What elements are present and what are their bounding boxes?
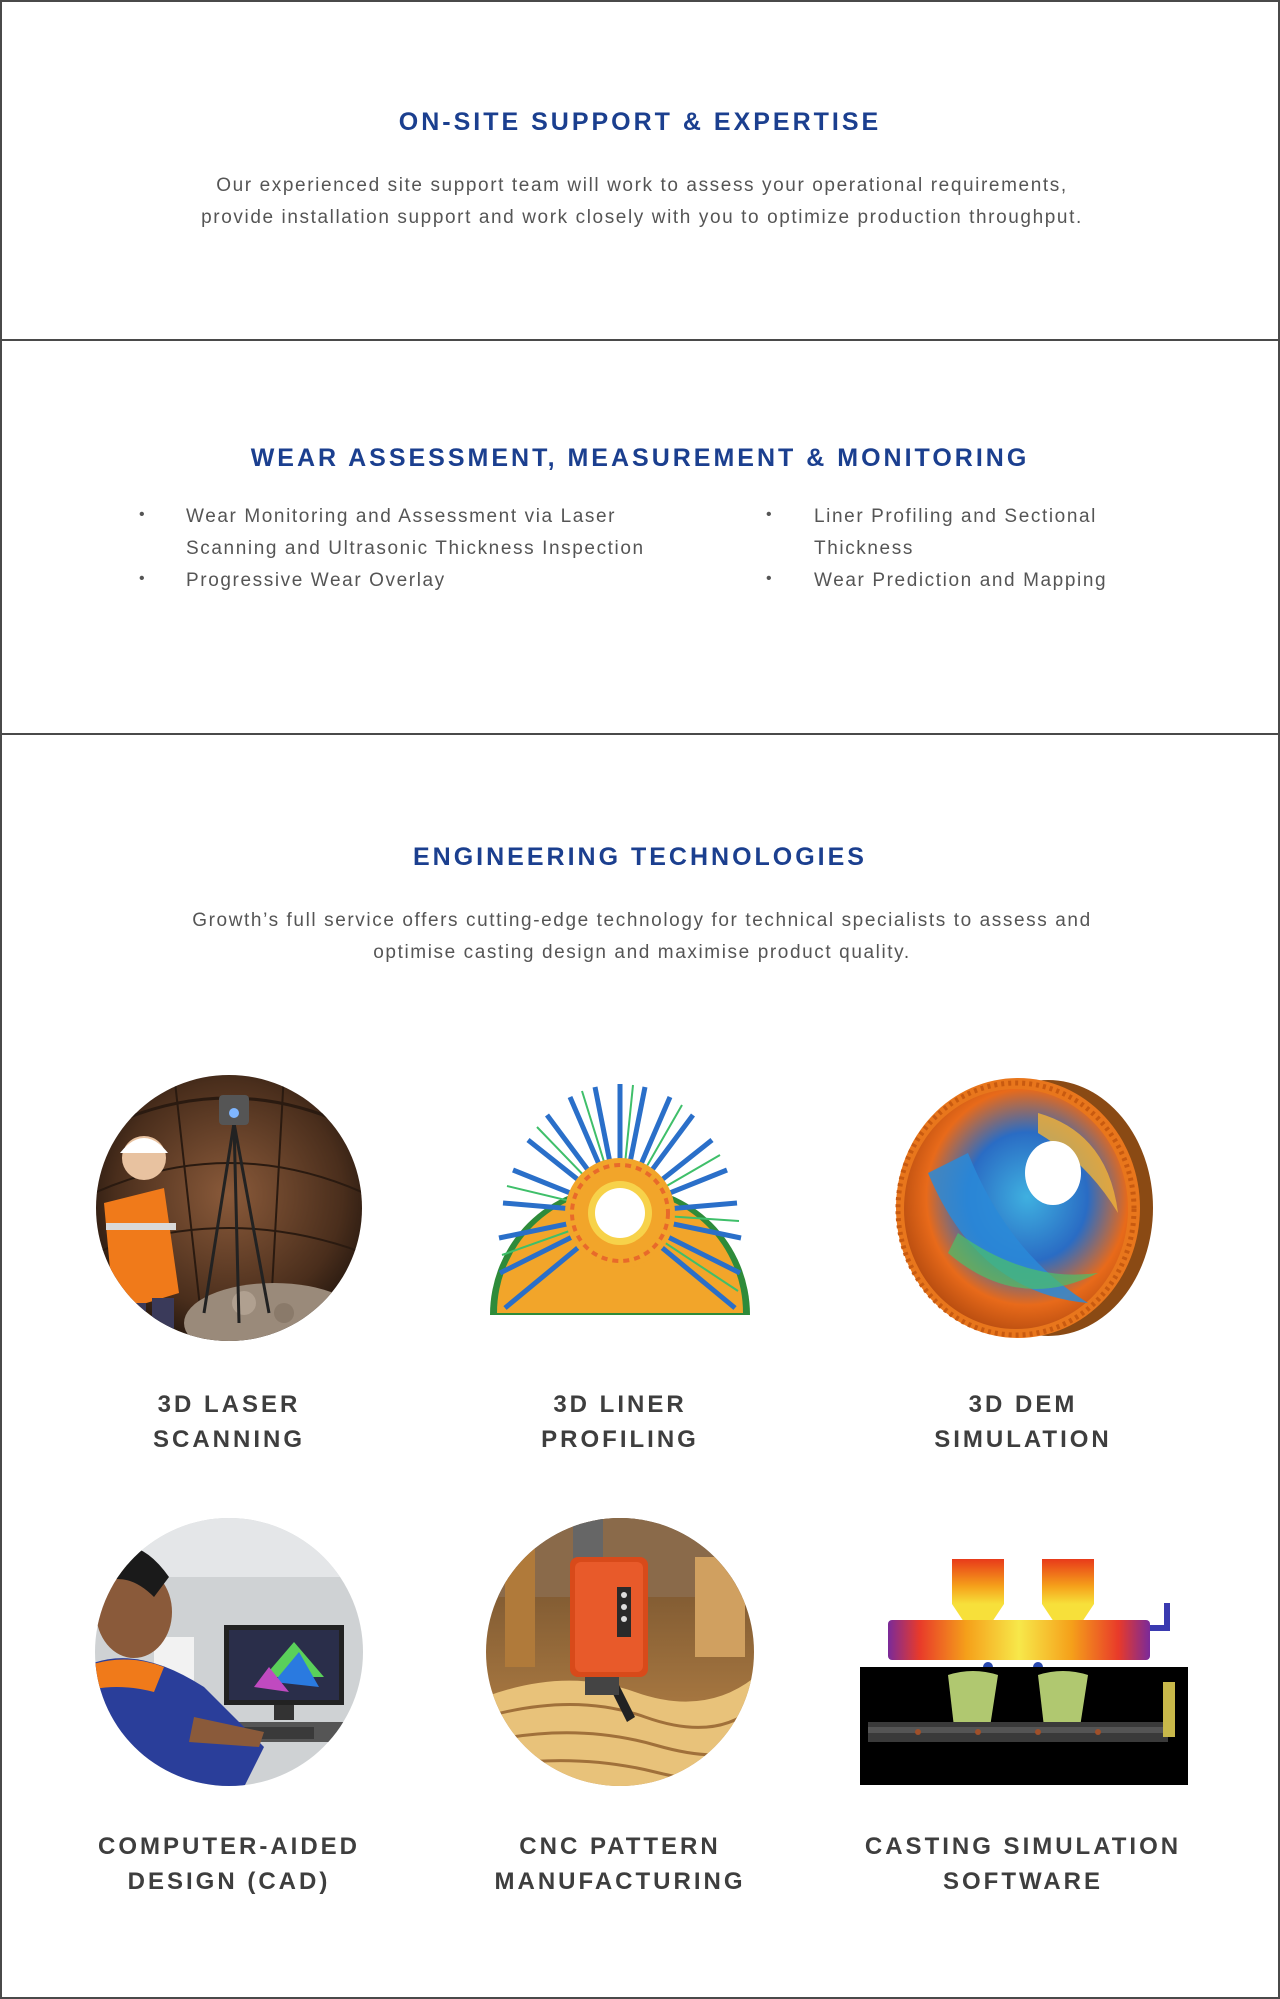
wear-list-item-line: Liner Profiling and Sectional [814, 506, 1097, 527]
bullet-marker: • [139, 506, 145, 523]
dem-simulation-render-icon [888, 1073, 1158, 1343]
tech-label: 3D LASER SCANNING [152, 1391, 305, 1453]
tech-card-cnc [455, 1517, 785, 1917]
wear-list-item-line: Wear Prediction and Mapping [814, 570, 1108, 591]
wear-assessment-heading: WEAR ASSESSMENT, MEASUREMENT & MONITORING [250, 444, 1030, 472]
onsite-support-line-2: provide installation support and work closely with you to optimize production throughput. [201, 207, 1083, 228]
wear-list-item-line: Thickness [814, 538, 914, 559]
engineering-intro-line-2: optimise casting design and maximise product quality. [373, 942, 911, 963]
tech-label: CNC PATTERN MANUFACTURING [494, 1833, 746, 1895]
cnc-machine-photo-icon [485, 1517, 755, 1787]
tech-card-casting-simulation [858, 1517, 1188, 1917]
tech-card-liner-profiling [455, 1073, 785, 1473]
onsite-support-section [0, 0, 1280, 341]
liner-profile-render-icon [485, 1073, 755, 1343]
onsite-support-heading: ON-SITE SUPPORT & EXPERTISE [398, 108, 882, 136]
wear-list-item-line: Progressive Wear Overlay [186, 570, 446, 591]
engineering-technologies-heading: ENGINEERING TECHNOLOGIES [413, 843, 867, 871]
onsite-support-text [102, 170, 1182, 234]
wear-list-item-line: Scanning and Ultrasonic Thickness Inspection [186, 538, 645, 559]
tech-label: 3D DEM SIMULATION [934, 1391, 1112, 1453]
wear-list-item-line: Wear Monitoring and Assessment via Laser [186, 506, 617, 527]
tech-card-laser-scanning [64, 1073, 394, 1473]
tech-card-dem-simulation [858, 1073, 1188, 1473]
wear-list-item [186, 565, 446, 597]
bullet-marker: • [766, 570, 772, 587]
tech-card-cad [64, 1517, 394, 1917]
laser-scanning-photo-icon [94, 1073, 364, 1343]
wear-assessment-section [0, 339, 1280, 735]
tech-label: 3D LINER PROFILING [541, 1391, 699, 1453]
onsite-support-line-1: Our experienced site support team will work to assess your operational requirements, [216, 175, 1068, 196]
bullet-marker: • [139, 570, 145, 587]
bullet-marker: • [766, 506, 772, 523]
cad-workstation-photo-icon [94, 1517, 364, 1787]
tech-label: CASTING SIMULATION SOFTWARE [864, 1833, 1182, 1895]
engineering-intro-text [102, 905, 1182, 969]
tech-label: COMPUTER-AIDED DESIGN (CAD) [98, 1833, 360, 1895]
wear-list-item [814, 501, 1097, 565]
wear-list-item [186, 501, 645, 565]
wear-list-item [814, 565, 1107, 597]
engineering-technologies-section [0, 733, 1280, 1999]
casting-simulation-render-icon [858, 1517, 1188, 1787]
engineering-intro-line-1: Growth’s full service offers cutting-edge technology for technical specialists to assess and [192, 910, 1092, 931]
